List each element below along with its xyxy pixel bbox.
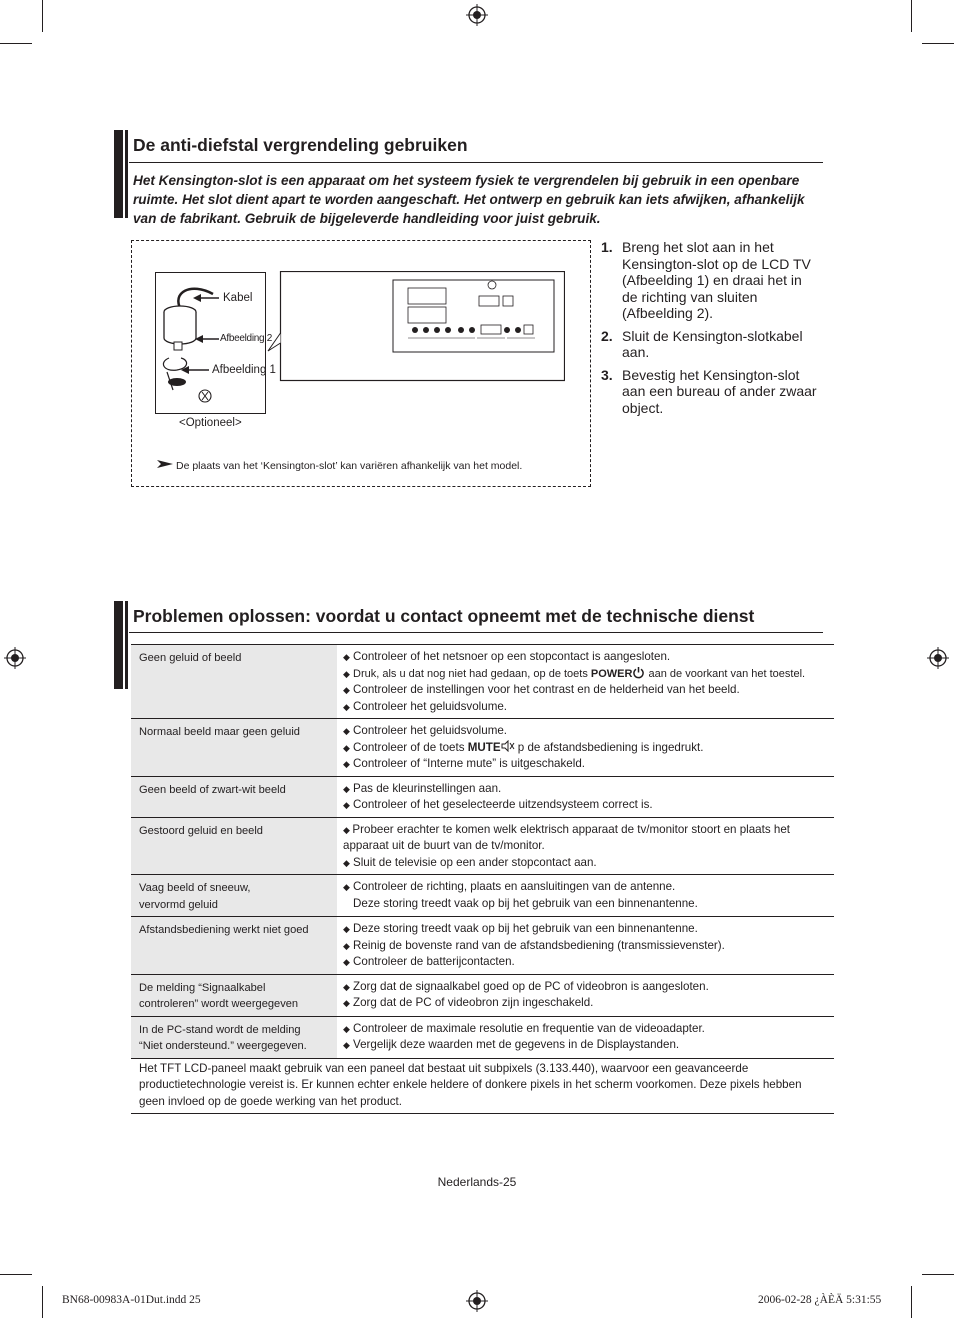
solution-cell xyxy=(337,875,834,917)
bullet-icon: ◆ xyxy=(343,940,350,951)
table-row xyxy=(131,645,834,719)
table-row xyxy=(131,719,834,777)
crop-mark xyxy=(922,43,954,44)
bullet-icon: ◆ xyxy=(343,652,350,662)
list-item xyxy=(343,1037,830,1054)
solution-text: Controleer of het netsnoer op een stopcontact is aangesloten. xyxy=(353,650,671,663)
problem-label-line: controleren” wordt weergegeven xyxy=(139,998,299,1010)
solution-text: Controleer of “Interne mute” is uitgeschakeld. xyxy=(353,757,585,770)
bullet-icon: ◆ xyxy=(343,783,350,794)
section-bar xyxy=(125,130,128,218)
table-row xyxy=(131,1058,834,1114)
power-key-label: POWER xyxy=(590,667,633,680)
list-item xyxy=(343,723,830,740)
problem-label-line: vervormd geluid xyxy=(139,898,218,911)
label-afbeelding-1: Afbeelding 1 xyxy=(212,364,276,376)
solution-text: Controleer het geluidsvolume. xyxy=(353,724,508,737)
print-slug-file: BN68-00983A-01Dut.indd 25 xyxy=(62,1294,201,1306)
solution-cell xyxy=(337,974,834,1016)
crop-mark xyxy=(922,1274,954,1275)
section-title: Problemen oplossen: voordat u contact opneemt met de technische dienst xyxy=(133,606,755,626)
problem-label-line: De melding “Signaalkabel xyxy=(139,981,266,994)
bullet-icon: ◆ xyxy=(343,957,350,967)
figure-note: De plaats van het ‘Kensington-slot’ kan variëren afhankelijk van het model. xyxy=(176,460,523,472)
problem-label-line: “Niet ondersteund.” weergegeven. xyxy=(139,1040,307,1052)
mute-icon xyxy=(501,740,515,752)
list-item xyxy=(343,649,830,666)
solution-text: Probeer erachter te komen welk elektrisch apparaat de tv/monitor stoort en plaats het apparaat uit de buurt van de tv/monitor. xyxy=(343,822,790,852)
note-arrow-icon xyxy=(157,460,173,468)
solution-text: Deze storing treedt vaak op bij het gebruik van een binnenantenne. xyxy=(353,896,698,910)
table-row xyxy=(131,917,834,975)
solution-text: Controleer de maximale resolutie en frequentie van de videoadapter. xyxy=(353,1021,705,1035)
label-afbeelding-2: Afbeelding 2 xyxy=(220,333,273,344)
table-row xyxy=(131,817,834,875)
step-text: Sluit de Kensington-slotkabel aan. xyxy=(622,327,803,360)
solution-text: Zorg dat de PC of videobron zijn ingeschakeld. xyxy=(353,996,594,1009)
solution-cell xyxy=(337,776,834,817)
table-note: Het TFT LCD-paneel maakt gebruik van een paneel dat bestaat uit subpixels (3.133.440), waarvoor een geavanceerde productietechnologie vereist is. Er kunnen echter enkele heldere of donkere pixels in het scherm voorkomen. Deze pixels hebben geen invloed op de goede werking van het product. xyxy=(131,1058,834,1114)
solution-text: Vergelijk deze waarden met de gegevens in de Displaystanden. xyxy=(353,1038,680,1051)
step-number: 2. xyxy=(601,327,613,344)
list-item xyxy=(343,879,830,896)
label-optioneel: <Optioneel> xyxy=(179,417,242,429)
registration-mark-icon xyxy=(927,647,949,669)
power-icon xyxy=(632,666,645,679)
problem-label: Geen beeld of zwart-wit beeld xyxy=(131,776,337,817)
problem-label: Gestoord geluid en beeld xyxy=(131,817,337,875)
step-text: Bevestig het Kensington-slot aan een bureau of ander zwaar object. xyxy=(622,366,817,416)
section-bar xyxy=(125,601,128,689)
bullet-icon: ◆ xyxy=(343,1040,350,1050)
section-bar xyxy=(114,601,123,689)
bullet-icon: ◆ xyxy=(343,882,350,892)
problem-label: Afstandsbediening werkt niet goed xyxy=(131,917,337,975)
list-item xyxy=(343,938,830,955)
bullet-icon: ◆ xyxy=(343,998,350,1008)
step-number: 3. xyxy=(601,366,613,383)
mute-key-label: MUTE xyxy=(467,740,501,754)
tv-rear-panel-illustration xyxy=(265,271,565,383)
list-item xyxy=(343,740,830,757)
registration-mark-icon xyxy=(466,1290,488,1312)
crop-mark xyxy=(911,1286,912,1318)
problem-label xyxy=(131,974,337,1016)
problem-label: Normaal beeld maar geen geluid xyxy=(131,719,337,777)
bullet-icon: ◆ xyxy=(343,824,353,835)
bullet-icon: ◆ xyxy=(343,742,350,753)
problem-label-line: In de PC-stand wordt de melding xyxy=(139,1023,301,1036)
crop-mark xyxy=(0,1274,32,1275)
solution-cell xyxy=(337,645,834,719)
table-row xyxy=(131,776,834,817)
solution-cell xyxy=(337,817,834,875)
bullet-icon: ◆ xyxy=(343,726,350,736)
solution-text: Zorg dat de signaalkabel goed op de PC of videobron is aangesloten. xyxy=(353,979,709,993)
list-item xyxy=(343,699,830,716)
solution-text: Controleer of het geselecteerde uitzendsysteem correct is. xyxy=(353,798,653,811)
crop-mark xyxy=(42,1286,43,1318)
section-rule xyxy=(129,632,823,633)
list-item xyxy=(343,682,830,699)
solution-cell xyxy=(337,719,834,777)
table-row xyxy=(131,875,834,917)
troubleshooting-table xyxy=(131,644,834,1114)
list-item xyxy=(343,756,830,773)
bullet-icon: ◆ xyxy=(343,924,350,934)
step-item xyxy=(601,367,821,417)
bullet-icon: ◆ xyxy=(343,981,350,992)
solution-text: Deze storing treedt vaak op bij het gebruik van een binnenantenne. xyxy=(353,922,698,935)
list-item xyxy=(343,781,830,798)
list-item xyxy=(343,797,830,814)
step-text: Breng het slot aan in het Kensington-slot op de LCD TV (Afbeelding 1) en draai het in de richting van sluiten (Afbeelding 2). xyxy=(622,239,811,321)
bullet-icon: ◆ xyxy=(343,800,350,810)
print-slug-date: 2006-02-28 ¿ÀÈÄ 5:31:55 xyxy=(758,1294,882,1306)
bullet-icon: ◆ xyxy=(343,759,350,769)
crop-mark xyxy=(42,0,43,32)
solution-cell xyxy=(337,917,834,975)
solution-text: Controleer de richting, plaats en aansluitingen van de antenne. xyxy=(353,880,676,893)
problem-label: Geen geluid of beeld xyxy=(131,645,337,719)
problem-label xyxy=(131,1016,337,1058)
solution-text: Reinig de bovenste rand van de afstandsbediening (transmissievenster). xyxy=(353,938,725,952)
step-item xyxy=(601,328,821,361)
step-item xyxy=(601,239,821,322)
list-item xyxy=(343,855,830,872)
label-kabel: Kabel xyxy=(223,292,253,304)
section-intro: Het Kensington-slot is een apparaat om het systeem fysiek te vergrendelen bij gebruik in een openbare ruimte. Het slot dient apart te worden aangeschaft. Het ontwerp en gebruik kan iets afwijken, afhankelijk van de fabrikant. Gebruik de bijgeleverde handleiding voor juist gebruik. xyxy=(133,173,805,226)
list-item xyxy=(343,921,830,938)
bullet-icon: ◆ xyxy=(343,701,350,712)
problem-label-line: Vaag beeld of sneeuw, xyxy=(139,882,251,894)
solution-text: Pas de kleurinstellingen aan. xyxy=(353,781,502,795)
solution-text: Sluit de televisie op een ander stopcontact aan. xyxy=(353,855,597,869)
list-item xyxy=(343,954,830,971)
solution-text: Druk, als u dat nog niet had gedaan, op de toets POWER aan de voorkant van het toestel. xyxy=(353,667,806,680)
list-item xyxy=(343,822,830,855)
step-number: 1. xyxy=(601,239,613,255)
registration-mark-icon xyxy=(466,4,488,26)
list-item xyxy=(343,979,830,996)
solution-text: Controleer de instellingen voor het contrast en de helderheid van het beeld. xyxy=(353,683,740,696)
steps-list xyxy=(601,239,821,422)
solution-cell xyxy=(337,1016,834,1058)
solution-text: Controleer of de toets MUTE p de afstandsbediening is ingedrukt. xyxy=(353,740,704,754)
bullet-icon: ◆ xyxy=(343,1023,350,1034)
list-item xyxy=(343,1021,830,1038)
section-title: De anti-diefstal vergrendeling gebruiken xyxy=(133,135,468,155)
list-item xyxy=(343,995,830,1012)
table-row xyxy=(131,974,834,1016)
solution-text: Controleer de batterijcontacten. xyxy=(353,955,515,968)
bullet-icon: ◆ xyxy=(343,668,350,679)
crop-mark xyxy=(0,43,32,44)
section-rule xyxy=(129,162,823,163)
table-row xyxy=(131,1016,834,1058)
problem-label xyxy=(131,875,337,917)
bullet-icon: ◆ xyxy=(343,685,350,695)
crop-mark xyxy=(911,0,912,32)
registration-mark-icon xyxy=(4,647,26,669)
page-number: Nederlands-25 xyxy=(437,1175,517,1189)
bullet-icon: ◆ xyxy=(343,857,350,868)
solution-text: Controleer het geluidsvolume. xyxy=(353,699,508,713)
section-bar xyxy=(114,130,123,218)
list-item xyxy=(343,666,830,683)
